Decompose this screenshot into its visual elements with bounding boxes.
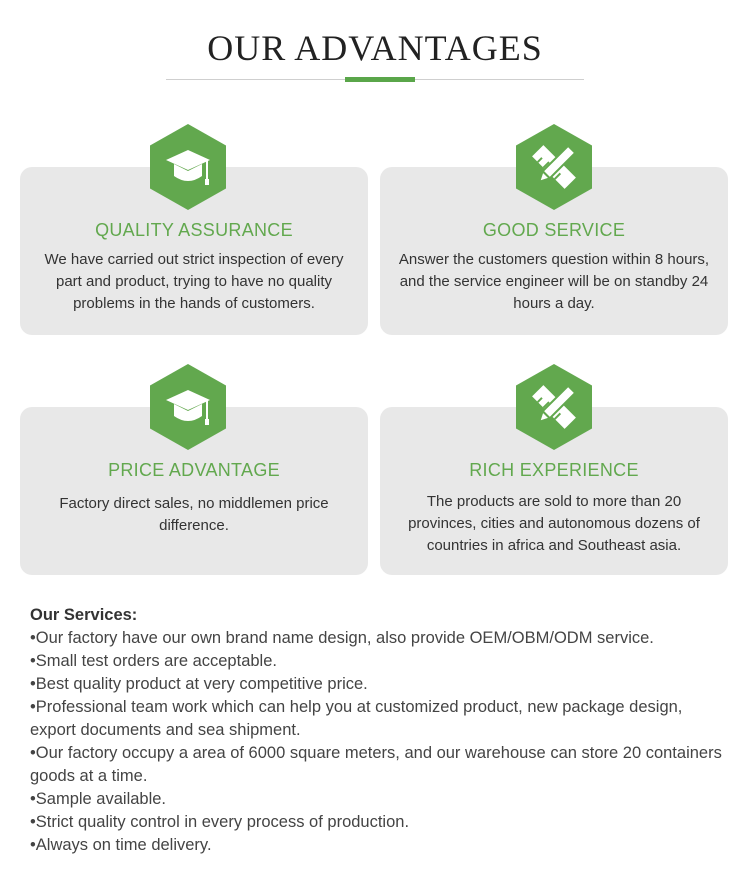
list-item: •Strict quality control in every process of production. — [30, 813, 410, 831]
title-divider-accent — [345, 77, 415, 82]
advantage-text: The products are sold to more than 20 provinces, cities and autonomous dozens of countries in africa and Southeast asia. — [408, 493, 700, 554]
advantage-title: QUALITY ASSURANCE — [95, 220, 293, 240]
services-heading: Our Services: — [30, 606, 138, 624]
list-item: •Best quality product at very competitive price. — [30, 675, 368, 693]
list-item: •Small test orders are acceptable. — [30, 652, 277, 670]
advantage-text: We have carried out strict inspection of every part and product, trying to have no quality problems in the hands of customers. — [44, 251, 344, 312]
list-item: •Our factory occupy a area of 6000 square meters, and our warehouse can store 20 containers goods at a time. — [30, 744, 722, 785]
services-section — [30, 604, 730, 857]
list-item: •Our factory have our own brand name design, also provide OEM/OBM/ODM service. — [30, 629, 654, 647]
list-item: •Sample available. — [30, 790, 167, 808]
advantage-title: PRICE ADVANTAGE — [108, 460, 280, 480]
services-list — [30, 627, 730, 857]
advantage-title: GOOD SERVICE — [482, 220, 626, 240]
list-item: •Professional team work which can help you at customized product, new package design, export documents and sea shipment. — [30, 698, 683, 739]
page-title: OUR ADVANTAGES — [207, 28, 543, 68]
list-item: •Always on time delivery. — [30, 836, 212, 854]
advantage-text: Answer the customers question within 8 hours, and the service engineer will be on standby 24 hours a day. — [398, 251, 710, 312]
advantage-title: RICH EXPERIENCE — [469, 460, 639, 480]
advantage-text: Factory direct sales, no middlemen price difference. — [59, 495, 329, 534]
